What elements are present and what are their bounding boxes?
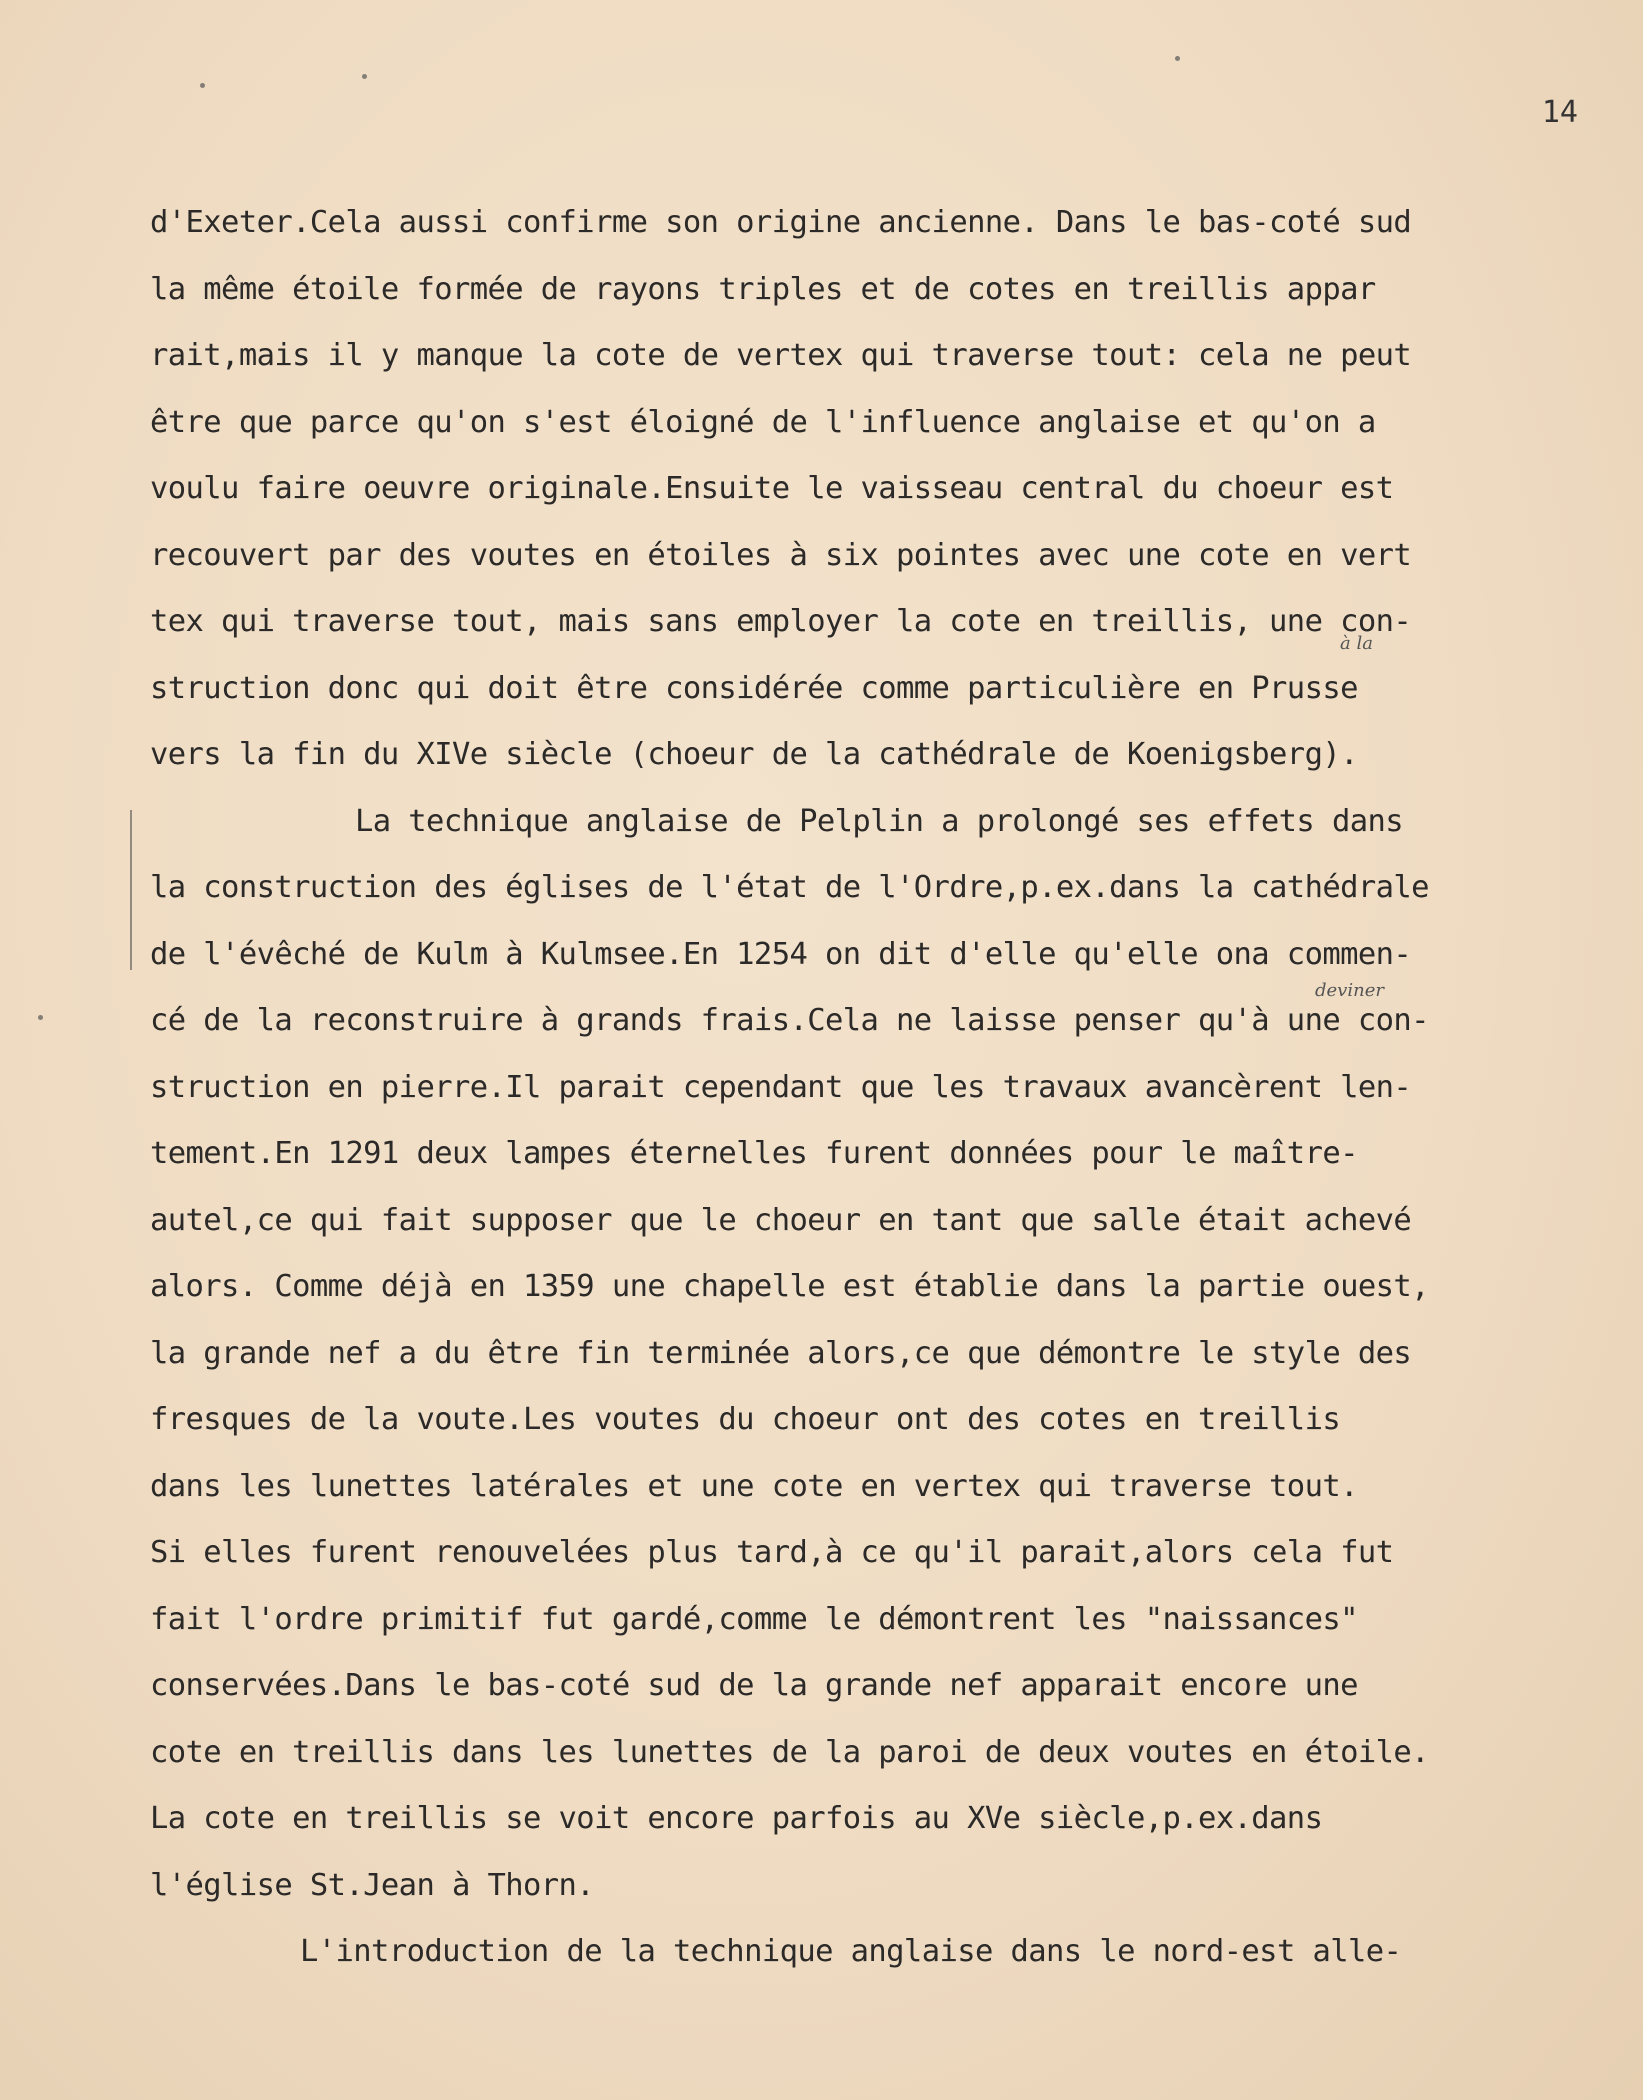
paper-speck [1175, 56, 1180, 61]
text-line: vers la fin du XIVe siècle (choeur de la cathédrale de Koenigsberg). [150, 737, 1358, 772]
text-line: voulu faire oeuvre originale.Ensuite le vaisseau central du choeur est [150, 471, 1394, 506]
paper-speck [38, 1015, 43, 1020]
text-line: la même étoile formée de rayons triples et de cotes en treillis appar [150, 271, 1376, 307]
text-line: la construction des églises de l'état de l'Ordre,p.ex.dans la cathédrale [150, 870, 1429, 905]
text-line: fait l'ordre primitif fut gardé,comme le démontrent les "naissances" [150, 1601, 1358, 1637]
text-line: être que parce qu'on s'est éloigné de l'influence anglaise et qu'on a [150, 404, 1376, 440]
text-line: tement.En 1291 deux lampes éternelles furent données pour le maître- [150, 1136, 1358, 1171]
text-line: cote en treillis dans les lunettes de la paroi de deux voutes en étoile. [150, 1734, 1429, 1770]
paper-speck [200, 83, 205, 88]
text-line: struction donc qui doit être considérée comme particulière en Prusse [150, 670, 1358, 706]
page-number: 14 [1541, 95, 1578, 130]
margin-bracket [130, 810, 132, 970]
text-line: recouvert par des voutes en étoiles à six pointes avec une cote en vert [150, 537, 1412, 573]
text-line: dans les lunettes latérales et une cote en vertex qui traverse tout. [150, 1468, 1358, 1504]
handwritten-annotation: deviner [1315, 980, 1384, 1001]
text-line: La cote en treillis se voit encore parfois au XVe siècle,p.ex.dans [150, 1801, 1323, 1836]
text-line: tex qui traverse tout, mais sans employer la cote en treillis, une con- [150, 604, 1412, 639]
typed-text-body [150, 190, 1620, 1986]
text-line: conservées.Dans le bas-coté sud de la grande nef apparait encore une [150, 1668, 1358, 1703]
text-line: alors. Comme déjà en 1359 une chapelle est établie dans la partie ouest, [150, 1269, 1429, 1304]
text-line: struction en pierre.Il parait cependant que les travaux avancèrent len- [150, 1069, 1412, 1105]
text-line: rait,mais il y manque la cote de vertex qui traverse tout: cela ne peut [150, 338, 1412, 373]
text-line: de l'évêché de Kulm à Kulmsee.En 1254 on dit d'elle qu'elle ona commen- [150, 936, 1412, 972]
text-line: cé de la reconstruire à grands frais.Cela ne laisse penser qu'à une con- [150, 1003, 1429, 1038]
handwritten-annotation: à la [1340, 633, 1373, 654]
text-line: la grande nef a du être fin terminée alors,ce que démontre le style des [150, 1335, 1412, 1371]
text-line: fresques de la voute.Les voutes du choeur ont des cotes en treillis [150, 1402, 1341, 1437]
paragraph-first-line: La technique anglaise de Pelplin a prolongé ses effets dans [355, 803, 1403, 839]
text-line: l'église St.Jean à Thorn. [150, 1867, 595, 1903]
text-line: Si elles furent renouvelées plus tard,à ce qu'il parait,alors cela fut [150, 1535, 1394, 1570]
text-line: d'Exeter.Cela aussi confirme son origine ancienne. Dans le bas-coté sud [150, 205, 1412, 240]
paragraph-first-line: L'introduction de la technique anglaise dans le nord-est alle- [300, 1934, 1402, 1969]
paper-speck [362, 74, 367, 79]
text-line: autel,ce qui fait supposer que le choeur en tant que salle était achevé [150, 1202, 1412, 1238]
